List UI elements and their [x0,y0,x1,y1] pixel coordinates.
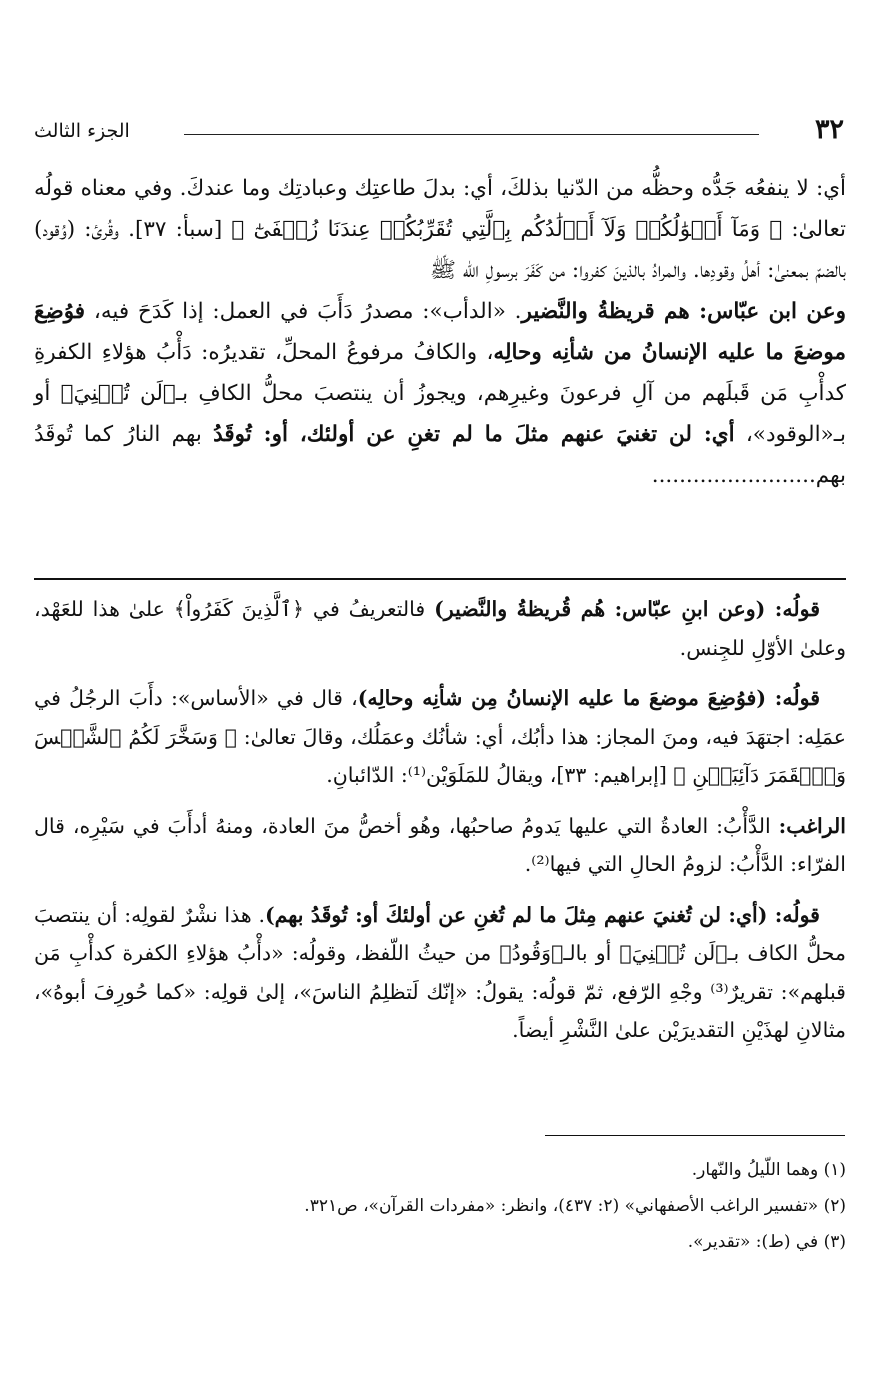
main-quote-1: وعن ابن عبّاس: هم قريظةُ والنَّضير [521,299,846,324]
commentary-lemma: قولُه: (أي: لن تُغنيَ عنهم مِثلَ ما لم تُغنِ عن أولئكَ أو: تُوقَدُ بهم) [264,902,820,927]
footnotes [34,1152,846,1260]
main-text-3: بهم النارُ كما تُوقَدُ بهم [34,422,846,488]
trailing-dots: ........................ [651,463,816,488]
page-number: ٣٢ [814,114,844,145]
section-divider [34,578,846,580]
main-quote-3: أي: لن تغنيَ عنهم مثلَ ما لم تغنِ عن أولئك، أو: تُوقَدُ [213,422,735,447]
commentary-text: فالتعريفُ في ﴿ٱلَّذِينَ كَفَرُواْ﴾ علىٰ هذا للعَهْد، وعلىٰ الأوّلِ للجِنس. [34,597,846,660]
commentary-paragraph [34,896,846,1050]
main-quote-2: فوُضِعَ موضعَ ما عليه الإنسانُ من شأنِه وحالِه [34,299,846,365]
commentary-text: الدَّأْبُ: العادةُ التي عليها يَدومُ صاحبُها، وهُو أخصُّ منَ العادة، ومنهُ أدأَبَ في سَيْرِه، قال الفرّاء: الدَّأْبُ: لزومُ الحالِ التي فيها⁽²⁾. [34,813,846,876]
commentary-text: . هذا نشْرٌ لقولِه: أن ينتصبَ محلُّ الكاف بـ﴿لَن تُغۡنِيَ﴾ أو بالـ﴿وَقُودُ﴾ من حيثُ اللّفظ، وقولُه: «دأْبُ هؤلاءِ الكفرة كدأْبِ مَن قبلهم»: تقريرٌ⁽³⁾ وجْهِ الرّفع، ثمّ قولُه: يقولُ: «إنّك لَتظلِمُ الناسَ»، إلىٰ قولِه: «كما حُورِفَ أبوهُ»، مثالانِ لهذَيْنِ التقديرَيْن علىٰ النَّشْرِ أيضاً. [34,902,846,1042]
main-text-2: ، والكافُ مرفوعُ المحلِّ، تقديرُه: دَأْبُ هؤلاءِ الكفرةِ كدأْبِ مَن قَبلَهم من آلِ فرعونَ وغيرِهم، ويجوزُ أن ينتصبَ محلُّ الكافِ بـ﴿لَن تُغۡنِيَ﴾ أو بـ«الوقود»، [34,340,846,447]
main-text [34,168,846,496]
main-paragraph-opening: أي: لا ينفعُه جَدُّه وحظُّه من الدّنيا بذلكَ، أي: بدلَ طاعتِك وعبادتِك وما عندكَ. وفي معناه قولُه تعالىٰ: ﴿ وَمَآ أَمۡوَٰلُكُمۡ وَلَآ أَوۡلَٰدُكُم بِٱلَّتِي تُقَرِّبُكُمۡ عِندَنَا زُلۡفَىٰٓ ﴾ [سبأ: ٣٧]. وقُرئ: (وُقود) بالضمّ بمعنىٰ: أهلُ وقودِها. والمرادُ بالذينَ كفروا: من كَفَرَ برسولِ الله ﷺ [34,176,846,283]
commentary-paragraph [34,590,846,667]
footnote-divider [545,1135,845,1136]
commentary-lemma: الراغب: [778,813,846,838]
main-paragraph [34,168,846,496]
commentary-section [34,590,846,1062]
commentary-paragraph [34,679,846,795]
commentary-lemma: قولُه: (فوُضِعَ موضعَ ما عليه الإنسانُ مِن شأنِه وحالِه) [357,686,821,710]
commentary-lemma: قولُه: (وعن ابنِ عبّاس: هُم قُريظةُ والنَّضير) [434,597,820,621]
main-text-1: . «الدأب»: مصدرُ دَأَبَ في العمل: إذا كَدَحَ فيه، [85,299,522,324]
commentary-text: ، قال في «الأساس»: دأَبَ الرجُلُ في عمَلِه: اجتهَدَ فيه، ومنَ المجاز: هذا دأبُك، أي: شأنُك وعمَلُك، وقالَ تعالىٰ: ﴿ وَسَخَّرَ لَكُمُ ٱلشَّمۡسَ وَٱلۡقَمَرَ دَآئِبَيۡنِ ﴾ [إبراهيم: ٣٣]، ويقالُ للمَلَوَيْن⁽¹⁾: الدّائبانِ. [34,686,846,787]
footnote: (١) وهما اللّيلُ والنّهار. [691,1160,846,1180]
footnote: (٣) في (ط): «تقدير». [687,1232,846,1252]
header-rule [184,134,759,135]
page-header [34,112,844,152]
commentary-paragraph [34,807,846,884]
running-title: الجزء الثالث [34,120,130,142]
footnote: (٢) «تفسير الراغب الأصفهاني» (٢: ٤٣٧)، وانظر: «مفردات القرآن»، ص٣٢١. [304,1196,846,1216]
